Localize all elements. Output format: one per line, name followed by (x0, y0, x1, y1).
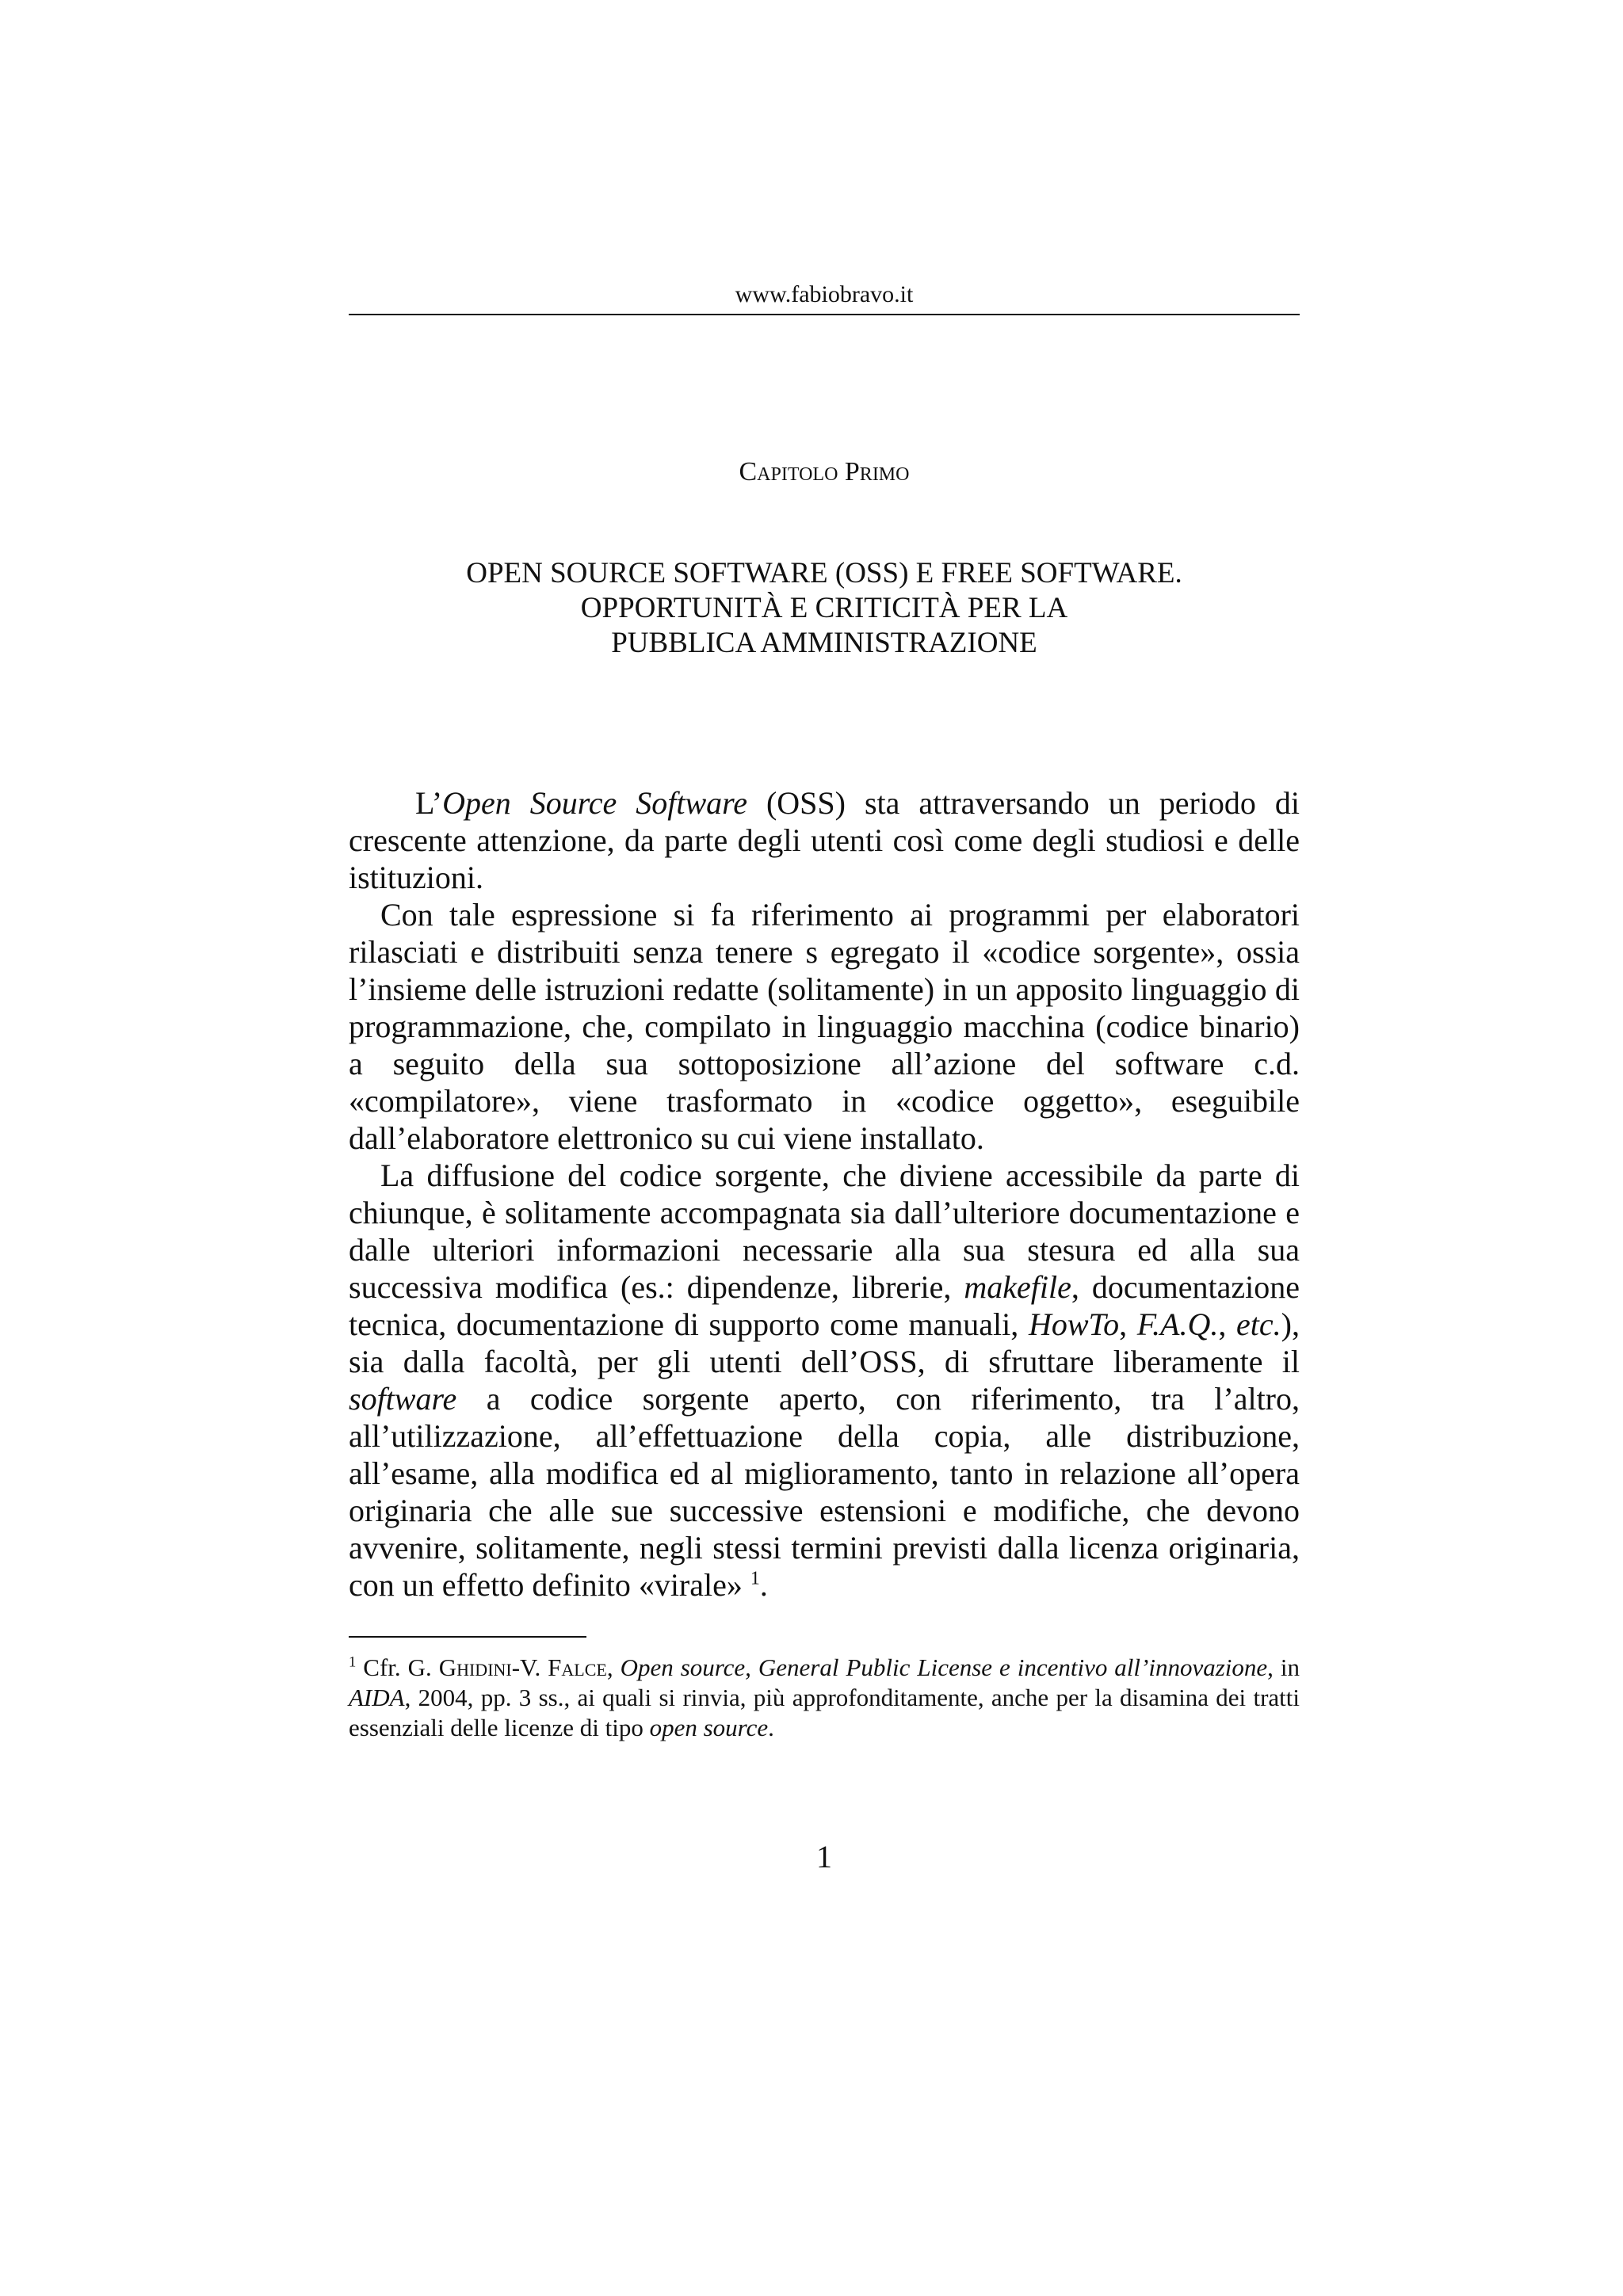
fn-emphasis-open-source: open source (649, 1714, 769, 1741)
footnote-text (349, 1653, 1300, 1743)
footnote-rule (349, 1636, 586, 1638)
p3-text-i: ), sia dalla facoltà, per gli utenti dell’OSS, di sfruttare liberamente il (349, 1306, 1300, 1379)
p3-text-g: , (1218, 1306, 1237, 1342)
body-text (349, 784, 1300, 1604)
header-url: www.fabiobravo.it (735, 281, 914, 307)
fn-text-c: -V. (511, 1653, 548, 1681)
chapter-label: Capitolo Primo (739, 457, 910, 486)
fn-text-a: Cfr. G. (356, 1653, 439, 1681)
p3-text-a: La diffusione del codice sorgente, che diviene accessibile da parte di chiunque, è solitamente accompagnata sia dall’ulteriore documentazione e dalle ulteriori informazioni necessarie alla sua stesura ed alla sua successiva modifica (es.: dipendenze, librerie, (349, 1158, 1300, 1305)
p3-text-c: , documentazione tecnica, documentazione di supporto come manuali, (349, 1269, 1300, 1342)
page-number: 1 (816, 1839, 832, 1875)
title-line-1: OPEN SOURCE SOFTWARE (OSS) E FREE SOFTWARE. (466, 557, 1182, 589)
paragraph-3 (349, 1157, 1300, 1604)
title-line-3: PUBBLICA AMMINISTRAZIONE (611, 627, 1037, 659)
p3-text-e: , (1119, 1306, 1137, 1342)
p1-text-c: (OSS) sta attraversando un periodo di crescente attenzione, da parte degli utenti così come degli studiosi e delle istituzioni. (349, 785, 1300, 895)
fn-text-k: . (768, 1714, 774, 1741)
p3-emphasis-makefile: makefile (964, 1269, 1071, 1305)
paragraph-1 (349, 784, 1300, 896)
p3-text-k: a codice sorgente aperto, con riferimento, tra l’altro, all’utilizzazione, all’effettuazione della copia, alle distribuzione, all’esame, alla modifica ed al miglioramento, tanto in relazione all’opera originaria che alle sue successive estensioni e modifiche, che devono avvenire, solitamente, negli stessi termini previsti dalla licenza originaria, con un effetto definito «virale» (349, 1381, 1300, 1603)
p3-text-l: . (759, 1567, 768, 1603)
paragraph-2: Con tale espressione si fa riferimento ai programmi per elaboratori rilasciati e distribuiti senza tenere s egregato il «codice sorgente», ossia l’insieme delle istruzioni redatte (solitamente) in un apposito linguaggio di programmazione, che, compilato in linguaggio macchina (codice binario) a seguito della sua sottoposizione all’azione del software c.d. «compilatore», viene trasformato in «codice oggetto», eseguibile dall’elaboratore elettronico su cui viene installato. (349, 897, 1300, 1156)
footnote-number: 1 (349, 1653, 357, 1671)
chapter-title (349, 556, 1300, 661)
p3-emphasis-software: software (349, 1381, 457, 1417)
header-rule (349, 314, 1300, 315)
p1-text-a: L’ (415, 785, 443, 821)
fn-work-title: Open source, General Public License e incentivo all’innovazione (620, 1653, 1268, 1681)
footnote-reference[interactable]: 1 (750, 1568, 760, 1589)
title-line-2: OPPORTUNITÀ E CRITICITÀ PER LA (580, 592, 1068, 624)
fn-author-ghidini: Ghidini (438, 1653, 512, 1681)
p3-emphasis-faq: F.A.Q. (1136, 1306, 1219, 1342)
p3-emphasis-etc: etc. (1236, 1306, 1281, 1342)
p3-emphasis-howto: HowTo (1028, 1306, 1120, 1342)
fn-journal-aida: AIDA (349, 1684, 405, 1711)
fn-author-falce: Falce (548, 1653, 607, 1681)
fn-text-g: , in (1267, 1653, 1300, 1681)
p1-emphasis-open-source-software: Open Source Software (442, 785, 747, 821)
footnote (349, 1653, 1300, 1743)
fn-text-e: , (606, 1653, 621, 1681)
fn-text-i: , 2004, pp. 3 ss., ai quali si rinvia, più approfonditamente, anche per la disamina dei tratti essenziali delle licenze di tipo (349, 1684, 1300, 1741)
